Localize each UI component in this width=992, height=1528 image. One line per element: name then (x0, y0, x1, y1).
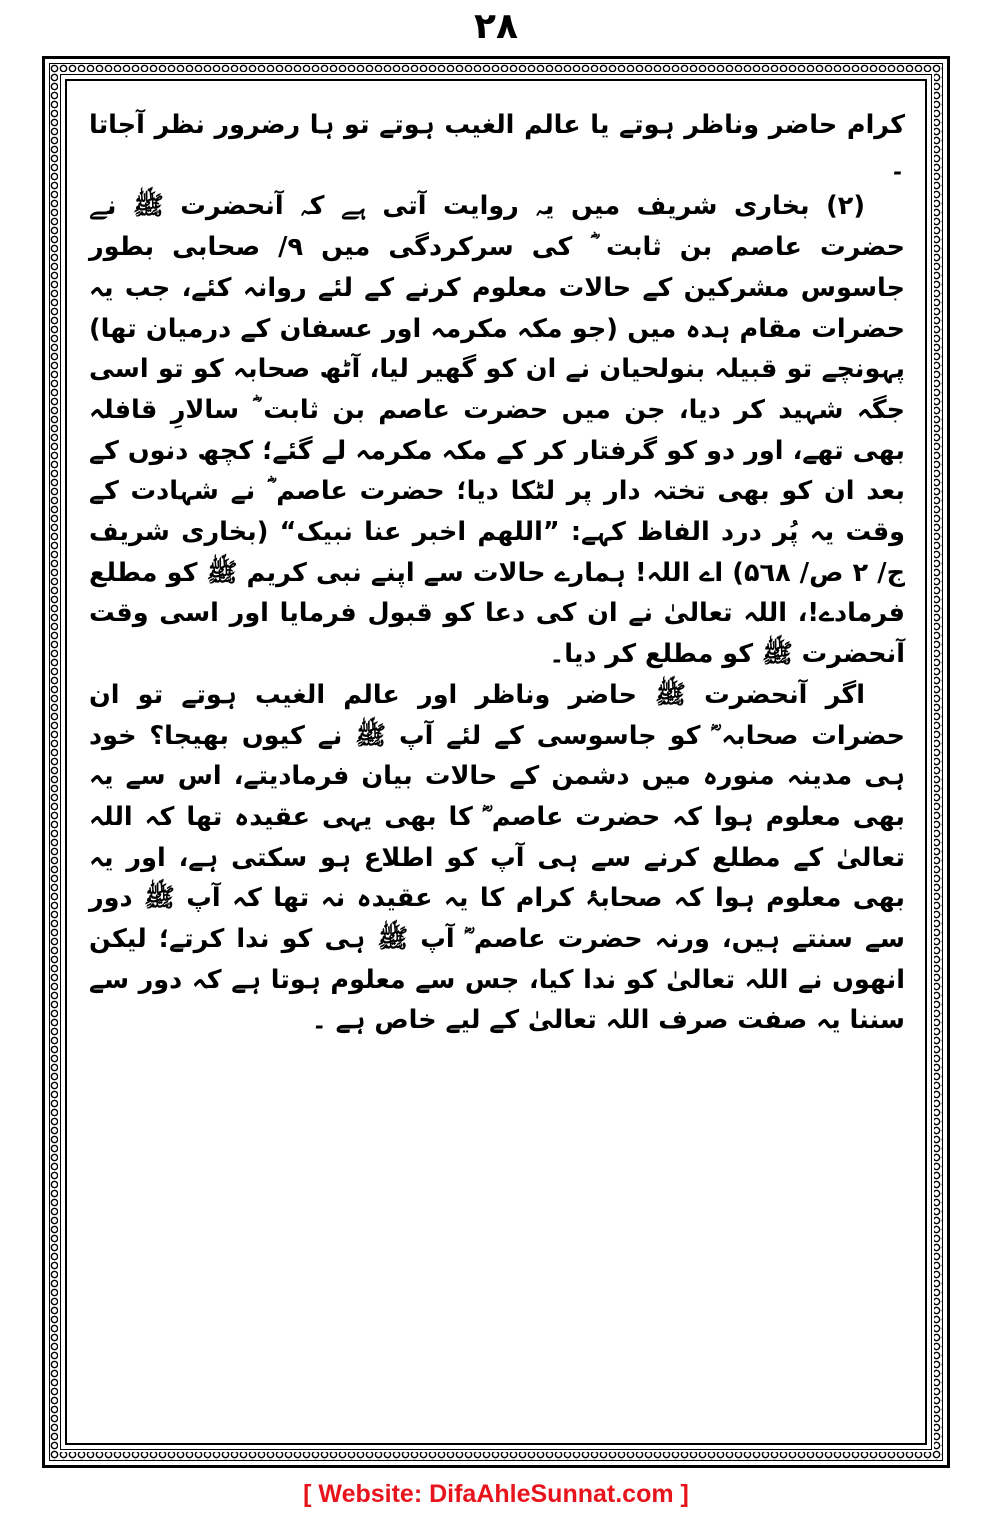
page-number: ۲۸ (474, 6, 518, 47)
body-text (89, 105, 905, 1041)
paragraph-1: کرام حاضر وناظر ہوتے یا عالم الغیب ہوتے تو ہا رضرور نظر آجاتا ۔ (89, 110, 905, 181)
content-frame (60, 74, 932, 1450)
paragraph-2: (۲) بخاری شریف میں یہ روایت آتی ہے کہ آنحضرت ﷺ نے حضرت عاصم بن ثابت ؓ کی سرکردگی میں ۹/ صحابی بطور جاسوس مشرکین کے حالات معلوم کرنے کے لئے روانہ کئے، جب یہ حضرات مقام ہدہ میں (جو مکہ مکرمہ اور عسفان کے درمیان تھا) پہونچے تو قبیلہ بنولحیان نے ان کو گھیر لیا، آٹھ صحابہ کو تو اسی جگہ شہید کر دیا، جن میں حضرت عاصم بن ثابت ؓ سالارِ قافلہ بھی تھے، اور دو کو گرفتار کر کے مکہ مکرمہ لے گئے؛ کچھ دنوں کے بعد ان کو بھی تختہ دار پر لٹکا دیا؛ حضرت عاصم ؓ نے شہادت کے وقت یہ پُر درد الفاظ کہے: ”اللھم اخبر عنا نبیک“ (بخاری شریف ج/ ۲ ص/ ۵٦۸) اے اللہ! ہمارے حالات سے اپنے نبی کریم ﷺ کو مطلع فرمادے!، اللہ تعالیٰ نے ان کی دعا کو قبول فرمایا اور اسی وقت آنحضرت ﷺ کو مطلع کر دیا۔ (89, 191, 906, 670)
decorative-chain-border (49, 63, 943, 1461)
paragraph-3: اگر آنحضرت ﷺ حاضر وناظر اور عالم الغیب ہوتے تو ان حضرات صحابہ ؓ کو جاسوسی کے لئے آپ ﷺ نے کیوں بھیجا؟ خود ہی مدینہ منورہ میں دشمن کے حالات بیان فرمادیتے، اس سے یہ بھی معلوم ہوا کہ حضرت عاصم ؓ کا بھی یہی عقیدہ تھا کہ اللہ تعالیٰ کے مطلع کرنے سے ہی آپ کو اطلاع ہو سکتی ہے، اور یہ بھی معلوم ہوا کہ صحابۂ کرام کا یہ عقیدہ نہ تھا کہ آپ ﷺ دور سے سنتے ہیں، ورنہ حضرت عاصم ؓ آپ ﷺ ہی کو ندا کرتے؛ لیکن انھوں نے اللہ تعالیٰ کو ندا کیا، جس سے معلوم ہوتا ہے کہ دور سے سننا یہ صفت صرف اللہ تعالیٰ کے لیے خاص ہے ۔ (89, 679, 905, 1036)
page-border-frame (42, 56, 950, 1468)
website-footer: [ Website: DifaAhleSunnat.com ] (303, 1480, 689, 1508)
